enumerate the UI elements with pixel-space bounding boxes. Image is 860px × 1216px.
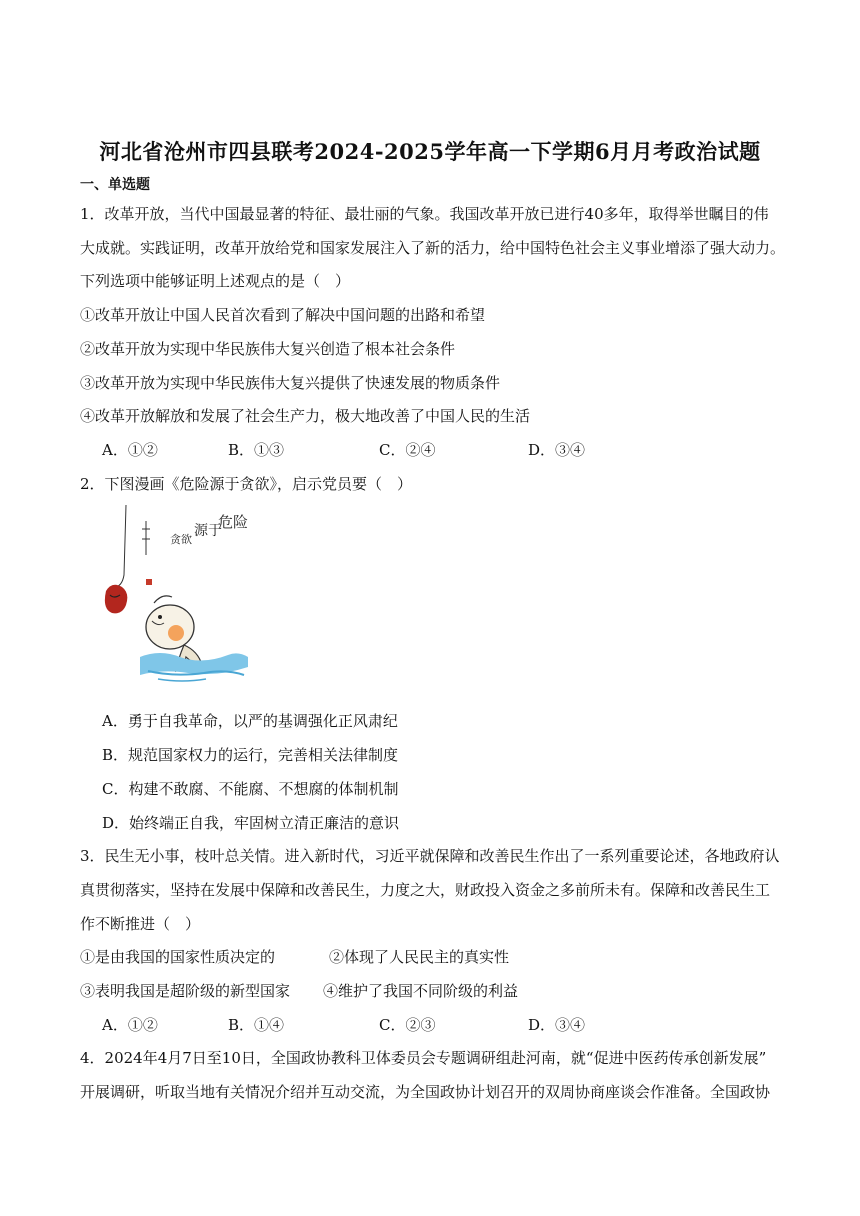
q3-option-d: D．③④ — [528, 1016, 586, 1034]
q4-line-1: 4．2024年4月7日至10日，全国政协教科卫体委员会专题调研组赴河南，就“促进中医药传承创新发展” — [80, 1049, 767, 1067]
q4-line-2: 开展调研，听取当地有关情况介绍并互动交流，为全国政协计划召开的双周协商座谈会作准备。全国政协 — [80, 1083, 771, 1101]
q3-line-2: 真贯彻落实，坚持在发展中保障和改善民生，力度之大，财政投入资金之多前所未有。保障和改善民生工 — [80, 881, 771, 899]
q1-option-b: B．①③ — [228, 441, 285, 459]
fishing-line — [114, 505, 126, 587]
seal-stamp — [146, 579, 152, 585]
page-title: 河北省沧州市四县联考2024-2025学年高一下学期6月月考政治试题 — [99, 139, 761, 164]
q2-option-a: A．勇于自我革命，以严的基调强化正风肃纪 — [102, 712, 398, 730]
q3-statement-1: ①是由我国的国家性质决定的 — [80, 948, 276, 966]
q1-statement-1: ①改革开放让中国人民首次看到了解决中国问题的出路和希望 — [80, 306, 486, 324]
q2-option-d: D．始终端正自我，牢固树立清正廉洁的意识 — [102, 814, 400, 832]
q2-option-b: B．规范国家权力的运行，完善相关法律制度 — [102, 746, 399, 764]
q1-statement-2: ②改革开放为实现中华民族伟大复兴创造了根本社会条件 — [80, 340, 456, 358]
q3-line-1: 3．民生无小事，枝叶总关情。进入新时代，习近平就保障和改善民生作出了一系列重要论述，各地政府认 — [80, 847, 780, 865]
q1-line-3: 下列选项中能够证明上述观点的是（ ） — [80, 272, 351, 290]
section-heading: 一、单选题 — [80, 177, 150, 193]
q3-line-3: 作不断推进（ ） — [80, 915, 201, 933]
q1-statement-4: ④改革开放解放和发展了社会生产力，极大地改善了中国人民的生活 — [80, 407, 531, 425]
cartoon-calligraphy-2: 源于 — [194, 523, 222, 539]
q2-option-c: C．构建不敢腐、不能腐、不想腐的体制机制 — [102, 780, 399, 798]
q3-statement-4: ④维护了我国不同阶级的利益 — [323, 982, 519, 1000]
q3-statement-2: ②体现了人民民主的真实性 — [329, 948, 510, 966]
q1-option-c: C．②④ — [379, 441, 436, 459]
cartoon-calligraphy-1: 危险 — [218, 513, 249, 531]
cartoon-illustration — [100, 505, 250, 685]
q3-option-c: C．②③ — [379, 1016, 436, 1034]
q3-option-b: B．①④ — [228, 1016, 285, 1034]
q2-line-1: 2．下图漫画《危险源于贪欲》，启示党员要（ ） — [80, 475, 413, 493]
q3-statement-3: ③表明我国是超阶级的新型国家 — [80, 982, 291, 1000]
q1-option-d: D．③④ — [528, 441, 586, 459]
bait-bag — [105, 585, 127, 614]
cartoon-calligraphy-3: 贪欲 — [170, 533, 192, 546]
q1-line-1: 1．改革开放，当代中国最显著的特征、最壮丽的气象。我国改革开放已进行40多年，取得举世瞩目的伟 — [80, 205, 769, 223]
q1-option-a: A．①② — [102, 441, 158, 459]
q1-statement-3: ③改革开放为实现中华民族伟大复兴提供了快速发展的物质条件 — [80, 374, 501, 392]
q1-line-2: 大成就。实践证明，改革开放给党和国家发展注入了新的活力，给中国特色社会主义事业增添了强大动力。 — [80, 239, 786, 257]
q3-option-a: A．①② — [102, 1016, 158, 1034]
